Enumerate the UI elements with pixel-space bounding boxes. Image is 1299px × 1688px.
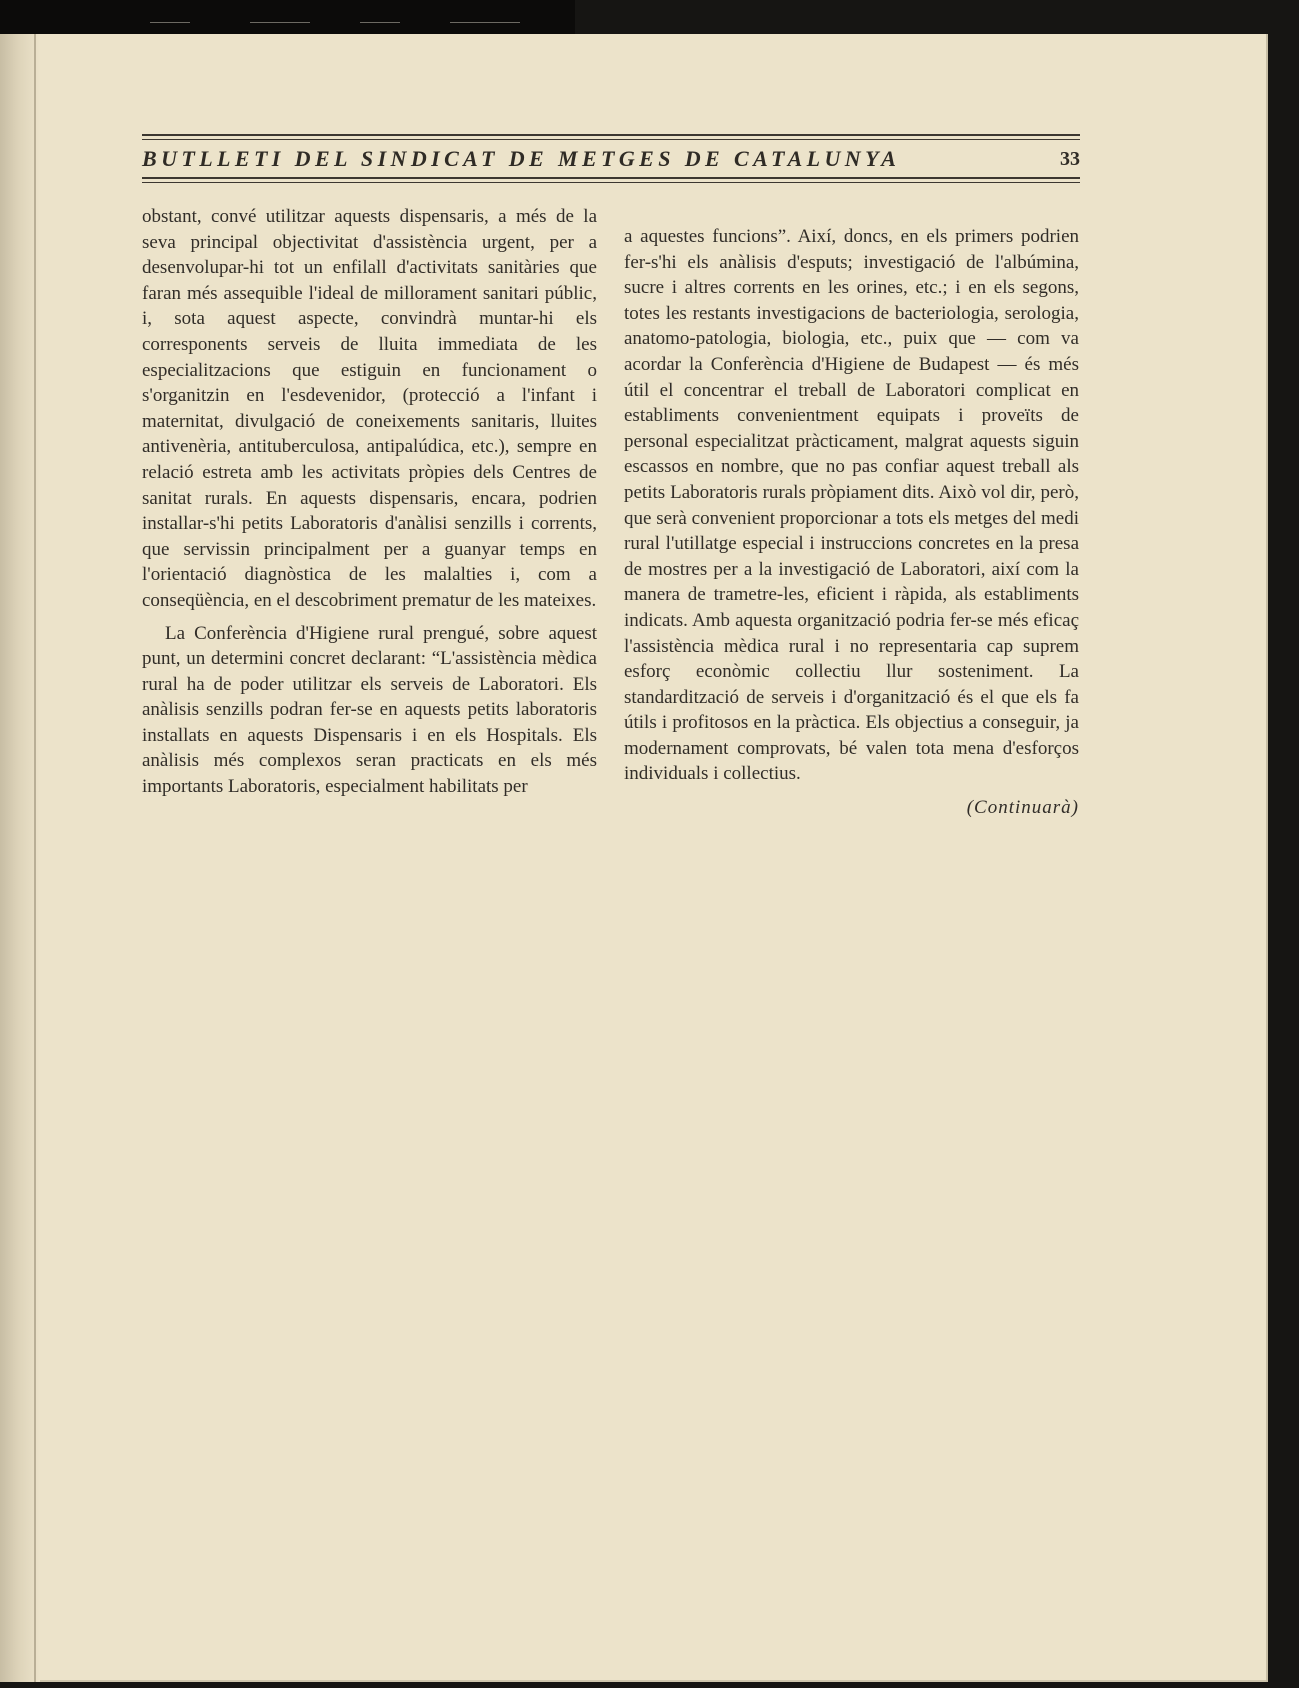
page-fold-line — [34, 34, 36, 1682]
body-paragraph: a aquestes funcions”. Així, doncs, en els primers podrien fer-s'hi els anàlisis d'esputs; investigació de l'albúmina, sucre i altres corrents en les orines, etc.; i en els segons, totes les restants investigacions de bacteriologia, serologia, anatomo-patologia, biologia, etc., puix que — com va acordar la Conferència d'Higiene de Budapest — és més útil el concentrar el treball de Laboratori complicat en establiments convenientment equipats i proveïts de personal especialitzat pràcticament, malgrat aquests siguin escassos en nombre, que no pas confiar aquest treball als petits Laboratoris rurals pròpiament dits. Això vol dir, però, que serà convenient proporcionar a tots els metges del medi rural l'utillatge especial i instruccions concretes en la presa de mostres per a la investigació de Laboratori, així com la manera de trametre-les, eficient i ràpida, als establiments indicats. Amb aquesta organització podria fer-se més eficaç l'assistència mèdica rural i no representaria cap suprem esforç econòmic collectiu llur sosteniment. La standardització de serveis i d'organització és el que els fa útils i profitosos en la pràctica. Els objectius a conseguir, ja modernament comprovats, bé valen tota mena d'esforços individuals i collectius. — [624, 226, 1079, 785]
body-paragraph: obstant, convé utilitzar aquests dispensaris, a més de la seva principal objectivitat d'assistència urgent, per a desenvolupar-hi tot un enfilall d'activitats sanitàries que faran més assequible l'ideal de millorament sanitari públic, i, sota aquest aspecte, convindrà muntar-hi els corresponents serveis de lluita immediata de les especialitzacions que estiguin en funcionament o s'organitzin en l'esdevenidor, (protecció a l'infant i maternitat, divulgació de coneixements sanitaris, lluites antivenèria, antituberculosa, antipalúdica, etc.), sempre en relació estreta amb les activitats pròpies dels Centres de sanitat rurals. En aquests dispensaris, encara, podrien installar-s'hi petits Laboratoris d'anàlisi senzills i corrents, que servissin principalment per a guanyar temps en l'orientació diagnòstica de les malalties i, com a conseqüència, en el descobriment prematur de les mateixes. — [142, 206, 597, 611]
left-column — [142, 204, 597, 807]
right-column — [624, 224, 1079, 821]
scan-edge-mark — [150, 22, 190, 23]
page-number: 33 — [1060, 148, 1080, 170]
running-header — [142, 94, 1080, 192]
scan-edge-mark — [450, 22, 520, 23]
header-rule-bottom-thin — [142, 182, 1080, 183]
journal-title: BUTLLETI DEL SINDICAT DE METGES DE CATALUNYA — [142, 146, 901, 171]
scan-edge-mark — [250, 22, 310, 23]
header-rule-bottom — [142, 177, 1080, 179]
header-rule-top-thin — [142, 139, 1080, 140]
body-paragraph: La Conferència d'Higiene rural prengué, sobre aquest punt, un determini concret declarant: “L'assistència mèdica rural ha de poder utilitzar els serveis de Laboratori. Els anàlisis senzills podran fer-se en aquests petits laboratoris installats en aquests Dispensaris i en els Hospitals. Els anàlisis més complexos seran practicats en els més importants Laboratoris, especialment habilitats per — [142, 622, 597, 798]
scan-top-edge — [0, 0, 575, 34]
header-rule-top — [142, 134, 1080, 136]
continued-note: (Continuarà) — [966, 797, 1079, 819]
scan-edge-mark — [360, 22, 400, 23]
